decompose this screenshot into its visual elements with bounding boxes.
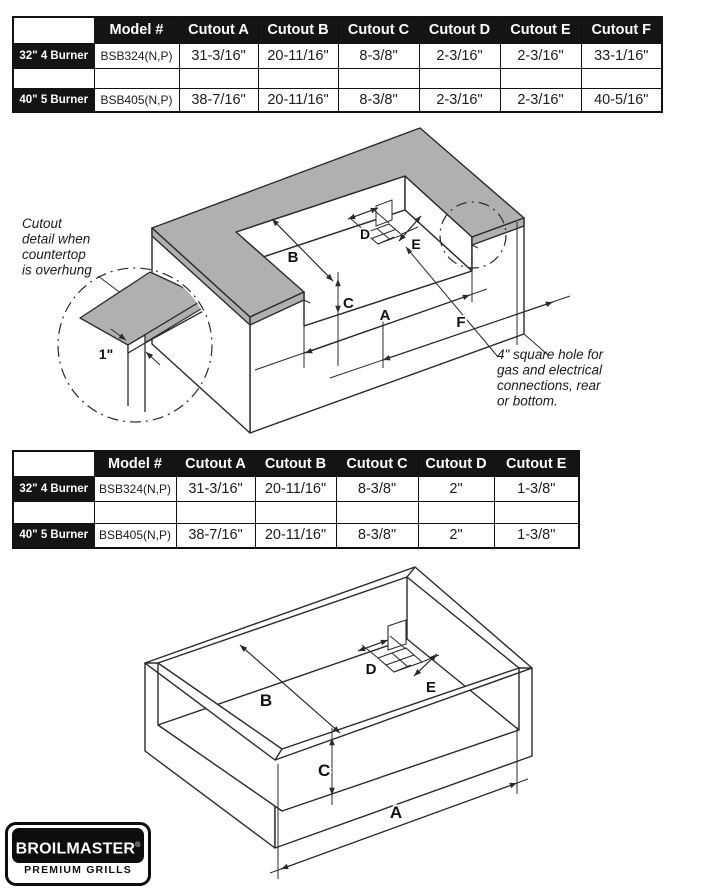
model-cell xyxy=(94,501,176,523)
overhang-dim-label: 1" xyxy=(98,346,114,362)
svg-text:is overhung: is overhung xyxy=(22,262,92,278)
model-cell: BSB324(N,P) xyxy=(94,476,176,501)
column-header: Cutout A xyxy=(179,17,258,43)
value-cell: 1-3/8" xyxy=(494,476,579,501)
column-header: Cutout B xyxy=(255,451,336,476)
value-cell: 8-3/8" xyxy=(336,523,418,548)
value-cell xyxy=(418,501,494,523)
column-header: Cutout E xyxy=(494,451,579,476)
value-cell: 2" xyxy=(418,476,494,501)
column-header: Cutout D xyxy=(418,451,494,476)
svg-text:detail when: detail when xyxy=(22,231,91,247)
value-cell xyxy=(176,501,255,523)
dim-label-c: C xyxy=(318,761,331,780)
note-cutout-detail xyxy=(22,216,92,278)
table-row xyxy=(13,501,579,523)
value-cell: 2-3/16" xyxy=(419,43,500,68)
column-header: Cutout A xyxy=(176,451,255,476)
note-square-hole xyxy=(497,347,604,409)
model-cell: BSB324(N,P) xyxy=(94,43,179,68)
dim-label-e: E xyxy=(425,679,437,696)
logo-brand-box xyxy=(12,828,144,863)
table-row xyxy=(13,523,579,548)
value-cell: 2-3/16" xyxy=(500,43,581,68)
column-header: Cutout F xyxy=(581,17,662,43)
svg-text:countertop: countertop xyxy=(22,247,86,262)
enclosure-box xyxy=(145,567,532,848)
value-cell xyxy=(494,501,579,523)
row-label: 32" 4 Burner xyxy=(13,476,94,501)
logo-tagline: PREMIUM GRILLS xyxy=(24,864,132,876)
dim-label-f: F xyxy=(456,314,466,331)
blank-header-cell xyxy=(13,17,94,43)
table-row xyxy=(13,88,662,112)
value-cell: 38-7/16" xyxy=(179,88,258,112)
value-cell xyxy=(179,68,258,88)
svg-text:4" square hole for: 4" square hole for xyxy=(497,347,604,362)
model-cell: BSB405(N,P) xyxy=(94,88,179,112)
value-cell xyxy=(255,501,336,523)
dim-label-b: B xyxy=(259,691,273,710)
registered-mark: ® xyxy=(135,842,141,849)
value-cell xyxy=(336,501,418,523)
row-label: 32" 4 Burner xyxy=(13,43,94,68)
row-label xyxy=(13,501,94,523)
dim-label-a: A xyxy=(389,803,403,822)
logo-brand-text: BROILMASTER xyxy=(15,840,136,858)
blank-header-cell xyxy=(13,451,94,476)
column-header: Model # xyxy=(94,17,179,43)
row-label xyxy=(13,68,94,88)
column-header: Cutout C xyxy=(338,17,419,43)
value-cell: 8-3/8" xyxy=(338,88,419,112)
dim-label-c: C xyxy=(343,295,354,312)
dim-label-a: A xyxy=(379,307,391,324)
svg-text:connections, rear: connections, rear xyxy=(497,378,601,393)
value-cell xyxy=(500,68,581,88)
value-cell: 33-1/16" xyxy=(581,43,662,68)
table-row xyxy=(13,476,579,501)
row-label: 40" 5 Burner xyxy=(13,88,94,112)
column-header: Cutout D xyxy=(419,17,500,43)
value-cell: 8-3/8" xyxy=(336,476,418,501)
value-cell: 8-3/8" xyxy=(338,43,419,68)
column-header: Cutout E xyxy=(500,17,581,43)
value-cell: 20-11/16" xyxy=(258,43,338,68)
svg-text:or bottom.: or bottom. xyxy=(497,393,558,409)
value-cell xyxy=(581,68,662,88)
spec-table-top xyxy=(12,16,663,113)
value-cell: 20-11/16" xyxy=(255,476,336,501)
value-cell: 40-5/16" xyxy=(581,88,662,112)
spec-table-bottom xyxy=(12,450,580,549)
value-cell: 20-11/16" xyxy=(258,88,338,112)
table-row xyxy=(13,43,662,68)
column-header: Cutout B xyxy=(258,17,338,43)
value-cell: 20-11/16" xyxy=(255,523,336,548)
svg-text:gas and electrical: gas and electrical xyxy=(497,362,603,378)
value-cell: 2-3/16" xyxy=(500,88,581,112)
broilmaster-logo xyxy=(5,822,151,886)
value-cell: 38-7/16" xyxy=(176,523,255,548)
column-header: Cutout C xyxy=(336,451,418,476)
column-header: Model # xyxy=(94,451,176,476)
svg-text:Cutout: Cutout xyxy=(22,216,62,231)
model-cell: BSB405(N,P) xyxy=(94,523,176,548)
dim-label-d: D xyxy=(365,661,377,678)
value-cell xyxy=(419,68,500,88)
value-cell: 2" xyxy=(418,523,494,548)
dim-label-e: E xyxy=(411,236,421,252)
dim-label-b: B xyxy=(287,249,299,266)
dim-label-d: D xyxy=(359,226,371,242)
diagram-overhung-countertop xyxy=(0,120,701,455)
value-cell: 31-3/16" xyxy=(176,476,255,501)
value-cell: 2-3/16" xyxy=(419,88,500,112)
row-label: 40" 5 Burner xyxy=(13,523,94,548)
value-cell: 1-3/8" xyxy=(494,523,579,548)
value-cell xyxy=(258,68,338,88)
value-cell xyxy=(338,68,419,88)
value-cell: 31-3/16" xyxy=(179,43,258,68)
model-cell xyxy=(94,68,179,88)
table-row xyxy=(13,68,662,88)
